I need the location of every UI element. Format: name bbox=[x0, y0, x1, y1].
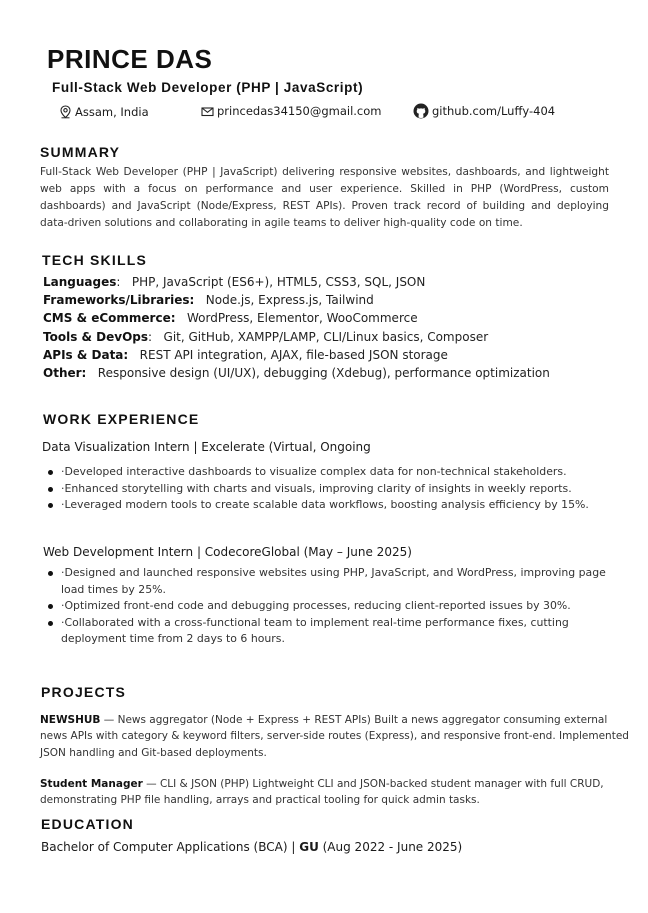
project-description: — CLI & JSON (PHP) Lightweight CLI and JSON-backed student manager with full CRUD, demonstrating PHP file handling, arrays and practical tooling for quick admin tasks. bbox=[40, 778, 604, 807]
projects-heading: PROJECTS bbox=[41, 684, 127, 700]
project-item bbox=[40, 712, 635, 761]
degree: Bachelor of Computer Applications (BCA) | bbox=[41, 840, 300, 854]
summary-heading: SUMMARY bbox=[40, 144, 121, 160]
job-title: Web Development Intern | CodecoreGlobal (May – June 2025) bbox=[43, 545, 412, 559]
job-subtitle: Full-Stack Web Developer (PHP | JavaScript) bbox=[52, 80, 364, 95]
envelope-icon bbox=[201, 106, 214, 117]
list-item: ·Leveraged modern tools to create scalable data workflows, boosting analysis efficiency by 15%. bbox=[42, 497, 627, 514]
skill-label: Other: bbox=[43, 366, 87, 381]
map-pin-icon bbox=[59, 105, 72, 119]
skill-label: Languages bbox=[43, 275, 117, 289]
skill-row-languages: Languages: PHP, JavaScript (ES6+), HTML5, CSS3, SQL, JSON bbox=[43, 275, 426, 289]
skill-value: PHP, JavaScript (ES6+), HTML5, CSS3, SQL, JSON bbox=[131, 275, 426, 289]
project-name: NEWSHUB bbox=[40, 714, 101, 726]
contact-github[interactable] bbox=[413, 102, 555, 120]
skill-row-apis bbox=[43, 346, 623, 364]
school: GU bbox=[299, 840, 319, 854]
project-item bbox=[40, 776, 620, 809]
skill-row-frameworks bbox=[43, 291, 623, 309]
skill-label: Tools & DevOps bbox=[43, 329, 149, 344]
experience-heading: WORK EXPERIENCE bbox=[43, 411, 200, 427]
list-item: ·Developed interactive dashboards to visualize complex data for non-technical stakeholders. bbox=[42, 464, 627, 481]
candidate-name: PRINCE DAS bbox=[47, 44, 213, 74]
contact-email[interactable] bbox=[201, 102, 382, 120]
skill-value: Git, GitHub, XAMPP/LAMP, CLI/Linux basics, Composer bbox=[163, 329, 489, 344]
location-text: Assam, India bbox=[75, 105, 149, 119]
github-icon bbox=[413, 103, 429, 119]
skills-list bbox=[43, 273, 623, 382]
email-link[interactable]: princedas34150@gmail.com bbox=[217, 104, 382, 118]
education-dates: (Aug 2022 - June 2025) bbox=[318, 840, 463, 854]
contact-location bbox=[59, 103, 149, 121]
skill-label: Frameworks/Libraries: bbox=[43, 293, 195, 308]
project-description: — News aggregator (Node + Express + REST APIs) Built a news aggregator consuming external news APIs with category & keyword filters, server-side routes (Express), and responsive front-end. Implemented JSON handling and Git-based deployments. bbox=[40, 714, 629, 759]
list-item: ·Collaborated with a cross-functional team to implement real-time performance fixes, cutting deployment time from 2 days to 6 hours. bbox=[42, 615, 622, 648]
skill-value: WordPress, Elementor, WooCommerce bbox=[186, 311, 418, 326]
skill-label: APIs & Data: bbox=[43, 347, 129, 362]
skill-value: Node.js, Express.js, Tailwind bbox=[205, 293, 374, 308]
skill-row-other bbox=[43, 364, 623, 382]
list-item: ·Designed and launched responsive websites using PHP, JavaScript, and WordPress, improving page load times by 25%. bbox=[42, 565, 622, 598]
job-bullets bbox=[42, 464, 627, 514]
skill-value: REST API integration, AJAX, file-based JSON storage bbox=[139, 347, 448, 362]
job-bullets bbox=[42, 565, 622, 648]
education-entry bbox=[41, 840, 462, 854]
skills-heading: TECH SKILLS bbox=[42, 252, 147, 268]
project-name: Student Manager bbox=[40, 778, 143, 790]
skill-row-tools: Tools & DevOps: Git, GitHub, XAMPP/LAMP, CLI/Linux basics, Composer bbox=[43, 329, 489, 344]
skill-row-cms bbox=[43, 309, 623, 327]
summary-text: Full-Stack Web Developer (PHP | JavaScript) delivering responsive websites, dashboards, and lightweight web apps with a focus on performance and user experience. Skilled in PHP (WordPress, custom dashboards) and JavaScript (Node/Express, REST APIs). Proven track record of building and deploying data-driven solutions and collaborating in agile teams to deliver high-quality code on time. bbox=[40, 166, 609, 229]
list-item: ·Enhanced storytelling with charts and visuals, improving clarity of insights in weekly reports. bbox=[42, 481, 627, 498]
job-title: Data Visualization Intern | Excelerate (Virtual, Ongoing bbox=[42, 440, 371, 454]
education-heading: EDUCATION bbox=[41, 816, 134, 832]
skill-value: Responsive design (UI/UX), debugging (Xdebug), performance optimization bbox=[97, 366, 550, 381]
skill-label: CMS & eCommerce: bbox=[43, 311, 176, 326]
github-link[interactable]: github.com/Luffy-404 bbox=[432, 104, 556, 118]
list-item: ·Optimized front-end code and debugging processes, reducing client-reported issues by 30%. bbox=[42, 598, 622, 615]
